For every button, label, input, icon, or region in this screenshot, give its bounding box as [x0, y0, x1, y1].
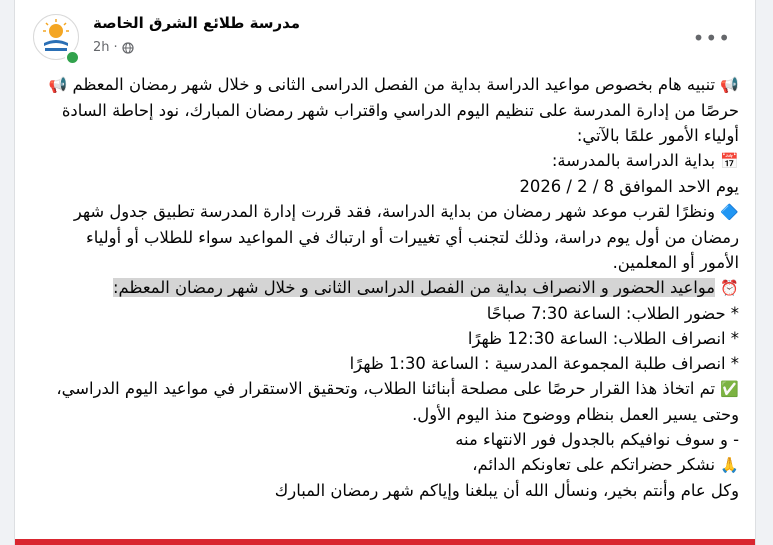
schedule-heading: ⏰ مواعيد الحضور و الانصراف بداية من الفصل الدراسى الثانى و خلال شهر رمضان المعظم:	[112, 278, 739, 297]
check-mark-icon: ✅	[720, 380, 739, 398]
school-start-date: يوم الاحد الموافق 8 / 2 / 2026	[519, 177, 739, 196]
calendar-icon: 📅	[720, 152, 739, 170]
megaphone-icon: 📢	[720, 76, 739, 94]
dismissal-time: * انصراف الطلاب: الساعة 12:30 ظهرًا	[467, 329, 739, 348]
decision-note: ✅ تم اتخاذ هذا القرار حرصًا على مصلحة أبنائنا الطلاب، وتحقيق الاستقرار في مواعيد اليوم الدراسي، وحتى يسير العمل بنظام ووضوح منذ اليوم الأول.	[56, 379, 739, 424]
closing-greeting: وكل عام وأنتم بخير، ونسأل الله أن يبلغنا وإياكم شهر رمضان المبارك	[274, 481, 739, 500]
page-name[interactable]: مدرسة طلائع الشرق الخاصة	[93, 14, 301, 32]
megaphone-icon: 📢	[48, 76, 68, 94]
more-options-button[interactable]: •••	[692, 26, 731, 50]
post-text	[43, 72, 739, 503]
alarm-clock-icon: ⏰	[720, 279, 739, 297]
post-card	[14, 0, 756, 545]
bottom-accent-bar	[15, 539, 755, 545]
post-time[interactable]: 2h	[93, 40, 110, 55]
online-status-dot	[65, 50, 80, 65]
thanks-line: 🙏 نشكر حضراتكم على تعاونكم الدائم،	[472, 455, 739, 474]
arrival-time: * حضور الطلاب: الساعة 7:30 صباحًا	[486, 304, 739, 323]
post-header	[15, 6, 755, 66]
post-meta: 2h ·	[93, 40, 134, 55]
praying-hands-icon: 🙏	[720, 456, 739, 474]
blue-diamond-icon: 🔷	[720, 203, 739, 221]
globe-icon[interactable]	[122, 42, 134, 54]
school-start-heading: 📅 بداية الدراسة بالمدرسة:	[551, 151, 739, 170]
announcement-title: 📢 تنبيه هام بخصوص مواعيد الدراسة بداية من الفصل الدراسى الثانى و خلال شهر رمضان المعظم 📢	[48, 75, 739, 94]
group-dismissal-time: * انصراف طلبة المجموعة المدرسية : الساعة 1:30 ظهرًا	[349, 354, 739, 373]
schedule-followup: - و سوف نوافيكم بالجدول فور الانتهاء منه	[455, 430, 739, 449]
ramadan-schedule-note: 🔷 ونظرًا لقرب موعد شهر رمضان من بداية الدراسة، فقد قررت إدارة المدرسة تطبيق جدول شهر رمضان من أول يوم دراسة، وذلك لتجنب أي تغييرات أو ارتباك في المواعيد سواء للطلاب أو أولياء الأمور أو المعلمين.	[73, 202, 739, 272]
intro-paragraph: حرصًا من إدارة المدرسة على تنظيم اليوم الدراسي واقتراب شهر رمضان المبارك، نود إحاطة السادة أولياء الأمور علمًا بالآتي:	[61, 101, 739, 145]
